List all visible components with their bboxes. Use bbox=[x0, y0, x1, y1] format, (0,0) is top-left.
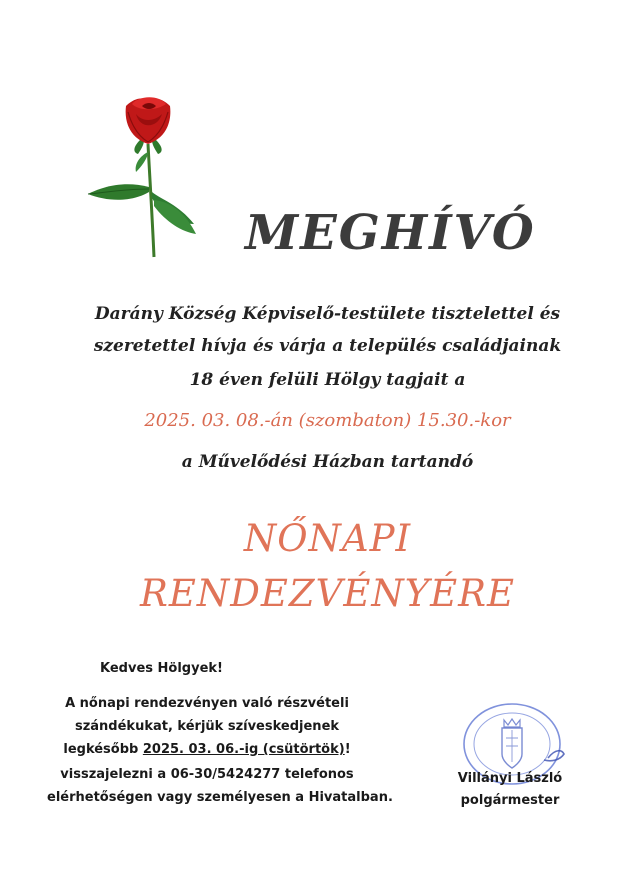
deadline-date: 2025. 03. 06.-ig (csütörtök) bbox=[142, 742, 345, 757]
notice-line-3-suffix: ! bbox=[344, 742, 351, 757]
signer-role: polgármester bbox=[460, 793, 560, 808]
rose-icon bbox=[82, 92, 212, 262]
notice-line-3-prefix: legkésőbb bbox=[63, 742, 143, 757]
venue-line: a Művelődési Házban tartandó bbox=[181, 452, 474, 472]
intro-line-1: Darány Község Képviselő-testülete tisztelettel és bbox=[94, 304, 561, 324]
event-date: 2025. 03. 08.-án (szombaton) 15.30.-kor bbox=[144, 410, 511, 431]
notice-line-2: szándékukat, kérjük szíveskedjenek bbox=[74, 719, 340, 734]
notice-line-4: visszajelezni a 06-30/5424277 telefonos bbox=[60, 767, 354, 782]
greeting: Kedves Hölgyek! bbox=[100, 661, 223, 676]
signer-name: Villányi László bbox=[457, 771, 563, 786]
notice-line-5: elérhetőségen vagy személyesen a Hivatalban. bbox=[47, 790, 393, 805]
intro-line-2: szeretettel hívja és várja a település családjainak bbox=[93, 336, 562, 356]
page-title: MEGHÍVÓ bbox=[245, 205, 536, 261]
event-name-line-1: NŐNAPI bbox=[243, 517, 412, 560]
event-name-line-2: RENDEZVÉNYÉRE bbox=[139, 572, 516, 615]
notice-line-3 bbox=[47, 742, 367, 757]
notice-line-1: A nőnapi rendezvényen való részvételi bbox=[65, 696, 349, 711]
intro-line-3: 18 éven felüli Hölgy tagjait a bbox=[189, 370, 466, 390]
